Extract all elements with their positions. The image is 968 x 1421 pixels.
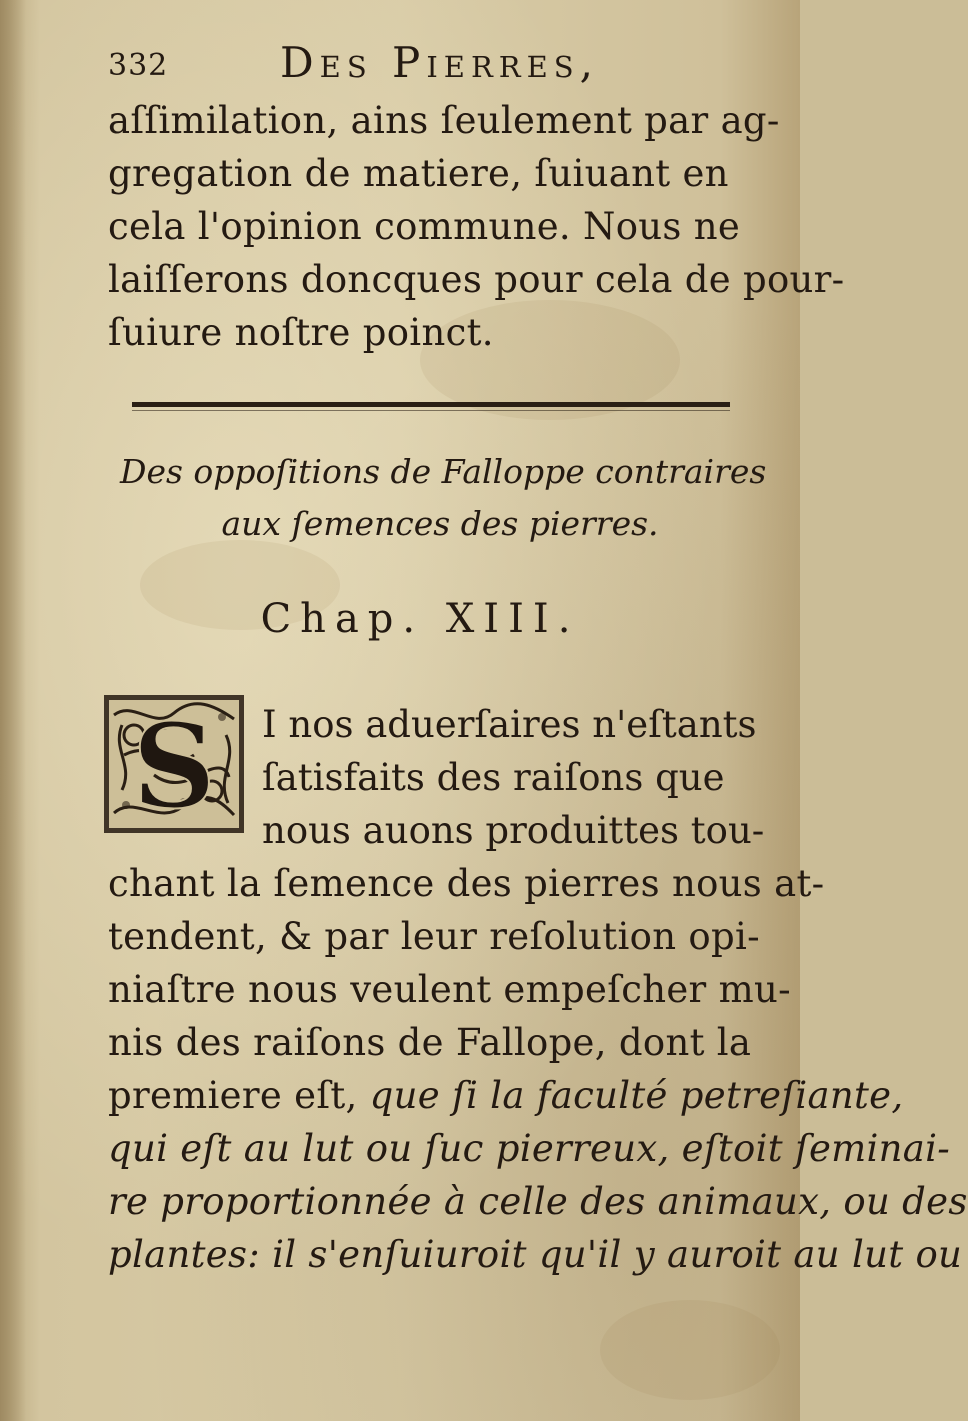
page-header (108, 38, 748, 94)
chapter-label: Chap. XIII. (260, 596, 580, 642)
text-line (108, 857, 825, 910)
drop-cap-paragraph (262, 698, 765, 857)
text-line (108, 1175, 968, 1228)
text-line: aſſimilation, ains ſeulement par ag- (108, 99, 780, 142)
text-line (108, 910, 760, 963)
roman-text: premiere eſt, (108, 1074, 370, 1117)
running-title: Des Pierres, (280, 38, 600, 87)
text-line (108, 1016, 756, 1069)
floral-ornament-icon (104, 695, 244, 833)
section-rule (132, 402, 730, 407)
paragraph-top (108, 94, 845, 359)
text-line (108, 963, 791, 1016)
text-line (108, 1228, 963, 1281)
text-line: ſuiure noſtre poinct. (108, 311, 494, 354)
text-line: gregation de matiere, ſuiuant en (108, 152, 729, 195)
italic-text: qui eſt au lut ou ſuc pierreux, eſtoit ſeminai- (108, 1127, 951, 1170)
text-line (108, 1069, 904, 1122)
italic-text: plantes: il s'enſuiuroit qu'il y auroit au lut ou (108, 1233, 963, 1276)
page-gutter-shadow (0, 0, 26, 1421)
chapter-title-line-2: aux ſemences des pierres. (221, 504, 659, 543)
text-line: ſatisfaits des raiſons que (262, 756, 725, 799)
ornamental-drop-cap (104, 695, 244, 833)
drop-cap-letter: S (132, 699, 216, 835)
italic-text: re proportionnée à celle des animaux, ou des (108, 1180, 968, 1223)
text-line (108, 1122, 951, 1175)
paper-stain (600, 1300, 780, 1400)
roman-text: tendent, & par leur reſolution opi- (108, 915, 760, 958)
roman-text: chant la ſemence des pierres nous at- (108, 862, 825, 905)
italic-text: que ſi la faculté petreſiante, (369, 1074, 904, 1117)
roman-text: niaſtre nous veulent empeſcher mu- (108, 968, 791, 1011)
chapter-title-line-1: Des oppoſitions de Falloppe contraires (120, 452, 767, 491)
text-line: I nos aduerſaires n'eſtants (262, 703, 757, 746)
section-rule-thin (132, 410, 730, 411)
page-number: 332 (108, 48, 169, 83)
main-paragraph (108, 857, 968, 1281)
roman-text: nis des raiſons de Fallope, dont la (108, 1021, 752, 1064)
text-line: nous auons produittes tou- (262, 809, 765, 852)
text-line: cela l'opinion commune. Nous ne (108, 205, 741, 248)
text-line: laiſſerons doncques pour cela de pour- (108, 258, 845, 301)
